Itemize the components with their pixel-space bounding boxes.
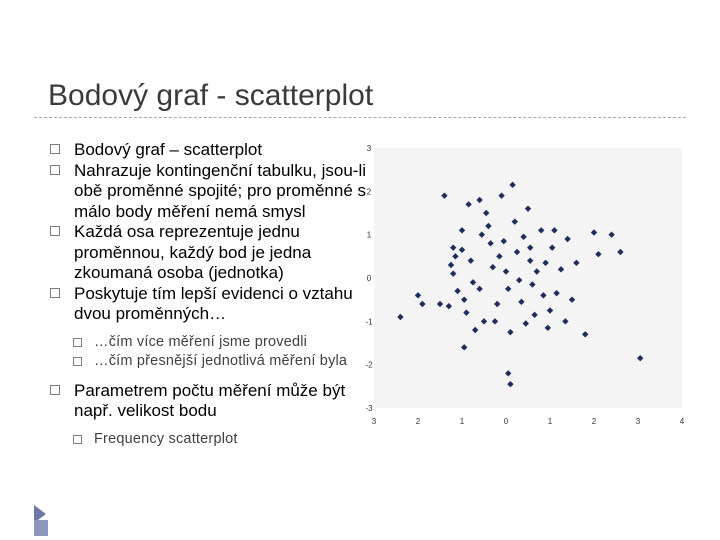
checkbox-bullet-icon [50,165,60,175]
x-tick-label: 1 [459,417,465,426]
y-axis-ticks [365,144,373,413]
y-tick-label: -1 [365,317,373,327]
title-divider [34,117,686,118]
checkbox-bullet-icon [50,144,60,154]
x-tick-label: 3 [635,417,641,426]
sub-bullet-item [50,333,370,352]
scatterplot-chart [360,140,710,440]
y-tick-label: 3 [366,144,372,153]
x-axis-ticks [372,417,685,426]
y-tick-label: 2 [366,187,372,197]
bullet-list [50,140,370,449]
bullet-item [50,381,370,422]
checkbox-bullet-icon [73,435,82,444]
sub-bullet-text: …čím přesnější jednotlivá měření byla [94,352,348,369]
x-tick-label: 2 [415,417,421,426]
x-tick-label: 0 [503,417,509,426]
bullet-text: Nahrazuje kontingenční tabulku, jsou-li obě proměnné spojité; pro proměnné s málo body měření nemá smysl [74,160,367,221]
x-tick-label: 2 [591,417,597,426]
sub-bullet-item [50,430,370,449]
sub-bullet-text: …čím více měření jsme provedli [94,333,308,350]
bullet-item [50,140,370,161]
bullet-item [50,222,370,284]
bullet-item [50,161,370,223]
x-tick-label: 4 [679,417,685,426]
y-tick-label: 1 [366,230,372,240]
y-tick-label: 0 [366,274,372,283]
slide-nav-bar-icon [34,520,48,536]
checkbox-bullet-icon [50,288,60,298]
bullet-text: Každá osa reprezentuje jednu proměnnou, každý bod je jedna zkoumaná osoba (jednotka) [74,222,312,282]
slide-title: Bodový graf - scatterplot [48,79,374,112]
y-tick-label: -3 [365,404,373,413]
checkbox-bullet-icon [73,338,82,347]
checkbox-bullet-icon [50,226,60,236]
y-tick-label: -2 [365,360,373,370]
sub-bullet-item [50,352,370,371]
bullet-text: Bodový graf – scatterplot [74,140,263,159]
bullet-text: Poskytuje tím lepší evidenci o vztahu dvou proměnných… [74,283,353,323]
x-tick-label: 1 [547,417,553,426]
x-tick-label: 3 [371,417,377,426]
sub-bullet-text: Frequency scatterplot [94,430,238,447]
plot-area [374,148,682,408]
bullet-item [50,284,370,325]
checkbox-bullet-icon [50,385,60,395]
bullet-text: Parametrem počtu měření může být např. velikost bodu [74,380,346,420]
checkbox-bullet-icon [73,357,82,366]
